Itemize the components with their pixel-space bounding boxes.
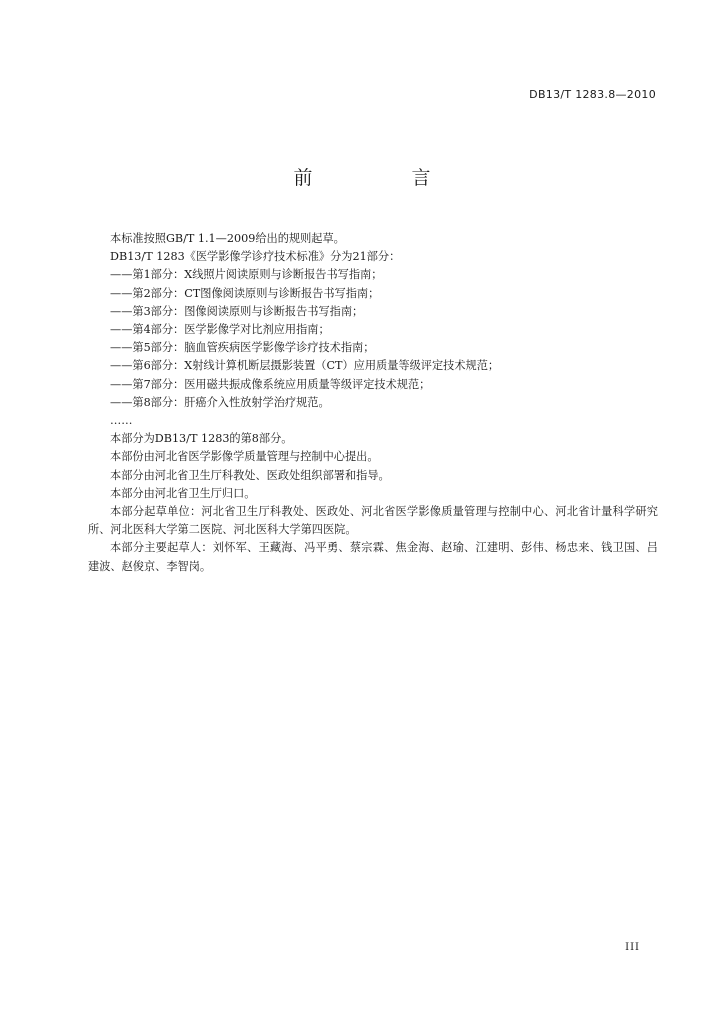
paragraph: 本部份由河北省医学影像学质量管理与控制中心提出。 xyxy=(110,450,379,464)
document-number: DB13/T 1283.8—2010 xyxy=(529,88,656,101)
paragraph: DB13/T 1283《医学影像学诊疗技术标准》分为21部分： xyxy=(110,250,401,264)
paragraph: 本标准按照GB/T 1.1—2009给出的规则起草。 xyxy=(110,232,345,245)
list-item: ——第5部分：脑血管疾病医学影像学诊疗技术指南； xyxy=(110,341,375,355)
list-item: ——第6部分：X射线计算机断层摄影装置（CT）应用质量等级评定技术规范； xyxy=(110,359,500,373)
page-title: 前 言 xyxy=(293,167,471,189)
list-item: ——第2部分：CT图像阅读原则与诊断报告书写指南； xyxy=(110,286,380,300)
list-item: ——第8部分：肝癌介入性放射学治疗规范。 xyxy=(110,395,330,409)
drafting-units: 本部分起草单位：河北省卫生厅科教处、医政处、河北省医学影像质量管理与控制中心、河北省计量科学研究所、河北医科大学第二医院、河北医科大学第四医院。 xyxy=(88,505,658,537)
paragraph: 本部分由河北省卫生厅科教处、医政处组织部署和指导。 xyxy=(110,468,390,482)
list-item: ——第3部分：图像阅读原则与诊断报告书写指南； xyxy=(110,304,364,318)
list-item: ——第4部分：医学影像学对比剂应用指南； xyxy=(110,323,330,337)
list-item: ——第1部分：X线照片阅读原则与诊断报告书写指南； xyxy=(110,268,383,282)
paragraph: 本部分为DB13/T 1283的第8部分。 xyxy=(110,432,293,446)
drafters: 本部分主要起草人：刘怀军、王藏海、冯平勇、蔡宗霖、焦金海、赵瑜、江建明、彭伟、杨忠来、钱卫国、吕建波、赵俊京、李智岗。 xyxy=(88,541,658,573)
ellipsis: …… xyxy=(110,414,133,428)
foreword-body xyxy=(88,230,658,576)
list-item: ——第7部分：医用磁共振成像系统应用质量等级评定技术规范； xyxy=(110,377,431,391)
page-number: III xyxy=(625,942,640,953)
paragraph: 本部分由河北省卫生厅归口。 xyxy=(110,486,256,500)
